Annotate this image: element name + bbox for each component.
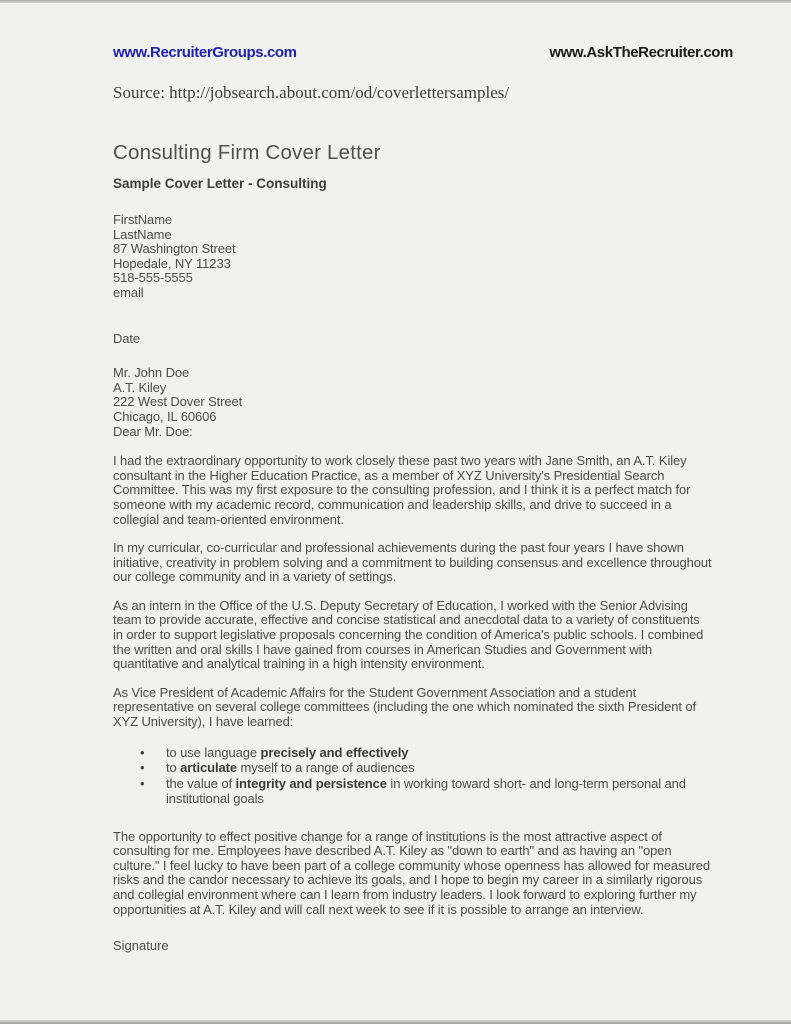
bullet-3-pre: the value of <box>166 775 236 791</box>
bullet-item-2-text <box>166 760 713 776</box>
page-bottom-rule <box>0 1020 791 1024</box>
body-paragraph-1: I had the extraordinary opportunity to work closely these past two years with Jane Smith, an A.T. Kiley consultant in the Higher Education Practice, as a member of XYZ University's Presidential Search Committee. This was my first exposure to the consulting profession, and I think it is a perfect match for someone with my academic record, communication and leadership skills, and drive to succeed in a collegial and team-oriented environment. <box>113 453 691 527</box>
recipient-street: 222 West Dover Street <box>113 394 243 410</box>
recipient-city-state-zip: Chicago, IL 60606 <box>113 408 217 424</box>
letterhead <box>113 44 733 61</box>
skills-bullet-list <box>113 745 713 807</box>
sender-email: email <box>113 284 144 300</box>
bullet-item-3-text <box>166 776 713 807</box>
bullet-item-1 <box>113 745 713 761</box>
page-top-rule <box>0 0 791 3</box>
recipient-address-block <box>113 366 713 439</box>
sender-city-state-zip: Hopedale, NY 11233 <box>113 255 231 271</box>
recipient-company: A.T. Kiley <box>113 379 167 395</box>
bullet-1-pre: to use language <box>166 744 261 760</box>
bullet-icon: • <box>140 760 145 776</box>
sender-last-name: LastName <box>113 226 172 242</box>
bullet-icon: • <box>140 775 145 791</box>
recruitergroups-link: www.RecruiterGroups.com <box>113 44 297 61</box>
closing-paragraph: The opportunity to effect positive change for a range of institutions is the most attractive aspect of consulting for me. Employees have described A.T. Kiley as "down to earth" and as having an "open culture." I feel lucky to have been part of a college community whose openness has allowed for measured risks and the candor necessary to achieve its goals, and I hope to begin my career in a similarly rigorous and collegial environment where can I learn from industry leaders. I look forward to exploring further my opportunities at A.T. Kiley and will call next week to see if it is possible to arrange an interview. <box>113 828 710 917</box>
source-url-line: Source: http://jobsearch.about.com/od/coverlettersamples/ <box>113 83 510 102</box>
salutation: Dear Mr. Doe: <box>113 423 193 439</box>
bullet-3-post: in working toward short- and long-term personal and institutional goals <box>166 775 686 807</box>
body-paragraph-2: In my curricular, co-curricular and professional achievements during the past four years I have shown initiative, creativity in problem solving and a commitment to building consensus and excellence throughout our college community and in a variety of settings. <box>113 540 712 585</box>
bullet-item-3 <box>113 776 713 807</box>
bullet-2-post: myself to a range of audiences <box>236 760 415 776</box>
date-placeholder: Date <box>113 330 141 346</box>
sender-street: 87 Washington Street <box>113 241 236 257</box>
bullet-1-bold: precisely and effectively <box>260 744 409 760</box>
letter-subtitle: Sample Cover Letter - Consulting <box>113 176 327 191</box>
sender-address-block <box>113 213 713 301</box>
body-paragraph-4: As Vice President of Academic Affairs for the Student Government Association and a student representative on several college committees (including the one which nominated the sixth President of XYZ University), I have learned: <box>113 684 697 730</box>
bullet-item-2 <box>113 760 713 776</box>
letter-body <box>113 141 713 953</box>
sender-first-name: FirstName <box>113 212 173 227</box>
bullet-3-bold: integrity and persistence <box>235 775 387 791</box>
body-paragraph-3: As an intern in the Office of the U.S. Deputy Secretary of Education, I worked with the Senior Advising team to provide accurate, effective and concise statistical and anecdotal data to a variety of constituents in order to support legislative proposals concerning the condition of America's public schools. I combined the written and oral skills I have gained from courses in American Studies and Government with quantitative and analytical training in a high intensity environment. <box>113 597 704 672</box>
sender-phone: 518-555-5555 <box>113 270 193 286</box>
bullet-icon: • <box>140 744 145 760</box>
bullet-item-1-text <box>166 745 713 761</box>
recipient-name: Mr. John Doe <box>113 365 190 381</box>
signature-placeholder: Signature <box>113 938 169 954</box>
bullet-2-bold: articulate <box>180 760 237 776</box>
asktherecruiter-link: www.AskTheRecruiter.com <box>549 44 733 61</box>
bullet-2-pre: to <box>166 760 181 776</box>
page-title: Consulting Firm Cover Letter <box>113 141 381 164</box>
